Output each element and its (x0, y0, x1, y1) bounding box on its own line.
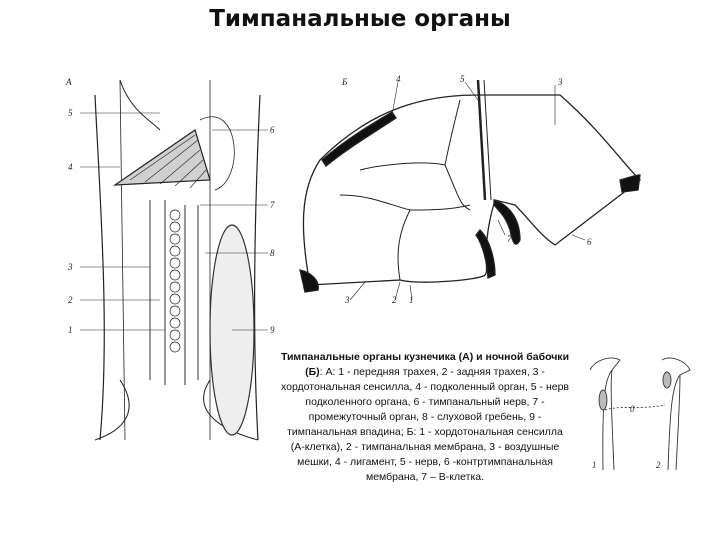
figure-a-label-7: 7 (270, 200, 275, 210)
figure-a-panel-label: А (66, 77, 72, 87)
figure-a-label-1: 1 (68, 325, 73, 335)
figure-a-label-4: 4 (68, 162, 73, 172)
figure-b-label-3-bottom: 3 (345, 295, 350, 305)
figure-b-panel-label: Б (342, 77, 348, 87)
figure-b-label-2: 2 (392, 295, 397, 305)
figure-b-label-4: 4 (396, 74, 401, 84)
figure-a-label-5: 5 (68, 108, 73, 118)
figure-c-small-sketch (590, 358, 690, 470)
figure-a-label-8: 8 (270, 248, 275, 258)
caption-body: : А: 1 - передняя трахея, 2 - задняя трахея, 3 - хордотональная сенсилла, 4 - подколенный орган, 5 - нерв подколенного органа, 6 - тимпанальный нерв, 7 - промежуточный орган, 8 - слуховой гребень, 9 - тимпанальная впадина; Б: 1 - хордотональная сенсилла (А-клетка), 2 - тимпанальная мембрана, 3 - воздушные мешки, 4 - лигамент, 5 - нерв, 6 -контртимпанальная мембрана, 7 – В-клетка. (280, 366, 570, 483)
slide-title: Тимпанальные органы (209, 6, 511, 32)
figure-a-grasshopper-leg (80, 80, 268, 440)
figure-a-label-6: 6 (270, 125, 275, 135)
figure-a-label-9: 9 (270, 325, 275, 335)
figure-caption (280, 350, 570, 485)
figure-c-label-2: 2 (656, 460, 661, 470)
figure-c-label-1: 1 (592, 460, 597, 470)
figure-a-label-3: 3 (68, 262, 73, 272)
figure-b-label-6: 6 (587, 237, 592, 247)
crista-acustica (170, 210, 180, 352)
figure-a-label-2: 2 (68, 295, 73, 305)
figure-b-label-1: 1 (409, 295, 414, 305)
figure-b-label-3: 3 (558, 77, 563, 87)
figure-c-label-0: 0 (630, 404, 635, 414)
figure-b-label-5: 5 (460, 74, 465, 84)
figure-b-label-7: 7 (507, 234, 512, 244)
figure-b-moth-organ (300, 80, 640, 300)
caption-heading: Тимпанальные органы кузнечика (А) и ночной бабочки (Б) (280, 351, 570, 378)
